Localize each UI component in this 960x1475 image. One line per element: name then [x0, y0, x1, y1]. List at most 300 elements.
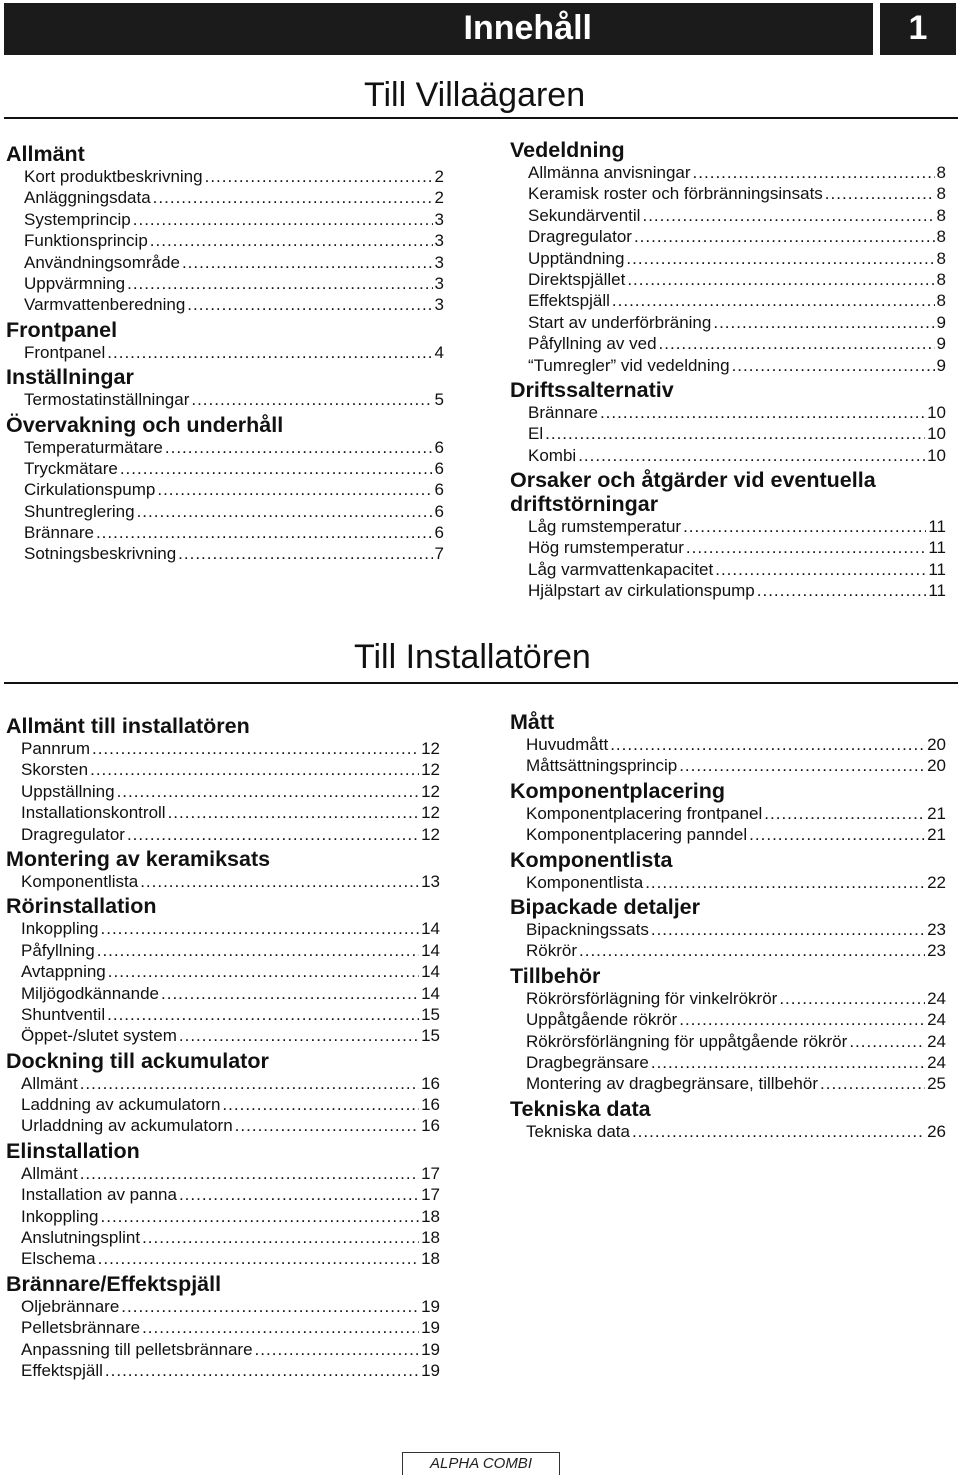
toc-entry-label: Inkoppling — [21, 919, 99, 939]
toc-entry[interactable] — [6, 294, 444, 315]
dot-leader — [80, 1163, 419, 1184]
section-heading: Komponentplacering — [510, 778, 726, 803]
toc-entry-label: Dragregulator — [528, 227, 632, 247]
toc-entry[interactable] — [6, 252, 444, 273]
dot-leader — [749, 824, 925, 845]
dot-leader — [120, 458, 433, 479]
dot-leader — [645, 872, 925, 893]
toc-entry-label: Allmänt — [21, 1073, 78, 1093]
toc-entry-label: Elschema — [21, 1249, 96, 1269]
toc-entry-page: 11 — [928, 581, 946, 601]
toc-entry-page: 5 — [434, 390, 444, 410]
toc-entry-page: 8 — [936, 205, 946, 225]
section-heading: Inställningar — [6, 365, 134, 390]
toc-entry[interactable] — [6, 871, 440, 892]
toc-entry-page: 19 — [421, 1339, 440, 1359]
toc-entry-label: Allmänt — [21, 1163, 78, 1183]
toc-entry[interactable] — [6, 1004, 440, 1025]
toc-column-installer-right — [510, 708, 946, 1142]
dot-leader — [255, 1339, 420, 1360]
toc-entry-page: 20 — [927, 735, 946, 754]
toc-entry[interactable] — [6, 1360, 440, 1381]
section-heading: Tillbehör — [510, 963, 601, 988]
toc-entry[interactable] — [510, 423, 946, 444]
toc-entry-label: Anpassning till pelletsbrännare — [21, 1339, 253, 1359]
dot-leader — [222, 1094, 419, 1115]
toc-entry[interactable] — [6, 1184, 440, 1205]
toc-entry-page: 13 — [421, 871, 440, 891]
dot-leader — [659, 333, 935, 354]
section-heading: Vedeldning — [510, 138, 625, 162]
toc-entry-page: 6 — [434, 480, 444, 500]
toc-entry-page: 25 — [927, 1074, 946, 1094]
toc-entry-label: Komponentlista — [21, 871, 139, 891]
toc-entry-page: 12 — [421, 739, 440, 758]
section-heading: Bipackade detaljer — [510, 894, 701, 919]
toc-entry[interactable] — [510, 824, 946, 845]
dot-leader — [626, 248, 934, 269]
toc-entry-label: Direktspjället — [528, 269, 626, 289]
toc-entry-label: Varmvattenberedning — [24, 295, 186, 315]
toc-entry[interactable] — [6, 1025, 440, 1046]
dot-leader — [161, 983, 419, 1004]
section-heading: Mått — [510, 710, 555, 734]
toc-entry[interactable] — [6, 209, 444, 230]
dot-leader — [612, 290, 935, 311]
toc-entry-label: Anläggningsdata — [24, 188, 151, 208]
toc-column-villa-left — [6, 140, 444, 565]
toc-entry-page: 24 — [927, 1031, 946, 1051]
toc-entry-page: 2 — [434, 188, 444, 208]
toc-entry-page: 19 — [421, 1360, 440, 1380]
toc-entry-label: Cirkulationspump — [24, 480, 156, 500]
toc-entry-page: 15 — [421, 1026, 440, 1046]
dot-leader — [178, 543, 432, 564]
dot-leader — [686, 537, 926, 558]
toc-entry[interactable] — [510, 312, 946, 333]
dot-leader — [137, 501, 433, 522]
section-heading: Driftssalternativ — [510, 377, 674, 402]
toc-entry-label: Påfyllning — [21, 940, 95, 960]
toc-entry-page: 8 — [936, 163, 946, 182]
toc-entry-page: 23 — [927, 919, 946, 939]
toc-entry-page: 8 — [936, 248, 946, 268]
dot-leader — [849, 1031, 925, 1052]
toc-entry[interactable] — [510, 445, 946, 466]
toc-entry-page: 21 — [927, 803, 946, 823]
toc-entry-page: 6 — [434, 501, 444, 521]
toc-entry-label: Avtappning — [21, 962, 106, 982]
section-heading: Rörinstallation — [6, 894, 157, 919]
toc-entry-label: Start av underförbräning — [528, 312, 712, 332]
dot-leader — [165, 437, 433, 458]
dot-leader — [683, 516, 926, 537]
dot-leader — [105, 1360, 419, 1381]
toc-entry-page: 3 — [434, 231, 444, 251]
toc-entry-label: Termostatinställningar — [24, 390, 190, 410]
toc-entry[interactable] — [6, 1317, 440, 1338]
dot-leader — [80, 1073, 419, 1094]
toc-entry-label: Installationskontroll — [21, 803, 166, 823]
toc-entry-page: 18 — [421, 1228, 440, 1248]
toc-entry-page: 16 — [421, 1073, 440, 1093]
toc-entry-label: Shuntreglering — [24, 501, 135, 521]
toc-entry-page: 21 — [927, 825, 946, 845]
dot-leader — [679, 755, 925, 776]
dot-leader — [108, 961, 419, 982]
section-heading: Tekniska data — [510, 1096, 651, 1121]
toc-entry-label: Måttsättningsprincip — [526, 756, 678, 776]
toc-entry-label: Brännare — [24, 523, 94, 543]
dot-leader — [96, 522, 433, 543]
toc-entry[interactable] — [6, 187, 444, 208]
toc-entry-label: Frontpanel — [24, 342, 106, 362]
toc-entry[interactable] — [510, 1009, 946, 1030]
toc-entry[interactable] — [6, 389, 444, 410]
dot-leader — [578, 445, 925, 466]
toc-entry-page: 19 — [421, 1296, 440, 1316]
toc-entry[interactable] — [510, 162, 946, 183]
toc-entry-label: Montering av dragbegränsare, tillbehör — [526, 1074, 819, 1094]
toc-entry-label: Allmänna anvisningar — [528, 163, 691, 182]
section-heading: Allmänt — [6, 142, 85, 166]
dot-leader — [121, 1296, 419, 1317]
toc-entry[interactable] — [510, 205, 946, 226]
toc-entry-label: Rökrör — [526, 941, 578, 961]
toc-entry-label: Systemprincip — [24, 209, 131, 229]
toc-entry[interactable] — [510, 333, 946, 354]
toc-entry-label: Komponentplacering panndel — [526, 825, 748, 845]
toc-entry-label: Pannrum — [21, 739, 90, 758]
toc-entry-page: 6 — [434, 437, 444, 457]
section-heading: Orsaker och åtgärder vid eventuella driftstörningar — [510, 468, 876, 517]
part-title-installatoren: Till Installatören — [354, 638, 591, 676]
toc-entry[interactable] — [510, 872, 946, 893]
dot-leader — [715, 559, 926, 580]
toc-entry[interactable] — [6, 522, 444, 543]
toc-entry[interactable] — [6, 437, 444, 458]
section-heading: Dockning till ackumulator — [6, 1048, 269, 1073]
dot-leader — [632, 1121, 925, 1142]
toc-entry[interactable] — [6, 1163, 440, 1184]
toc-entry[interactable] — [6, 458, 444, 479]
toc-entry[interactable] — [510, 269, 946, 290]
page-number: 1 — [908, 9, 928, 47]
dot-leader — [133, 209, 433, 230]
toc-entry[interactable] — [6, 501, 444, 522]
toc-entry-label: Sotningsbeskrivning — [24, 544, 177, 564]
toc-entry[interactable] — [6, 802, 440, 823]
toc-entry-page: 2 — [434, 167, 444, 186]
toc-entry-label: Bipackningssats — [526, 919, 649, 939]
toc-entry-page: 9 — [936, 334, 946, 354]
toc-entry[interactable] — [510, 580, 946, 601]
toc-entry-page: 24 — [927, 988, 946, 1008]
dot-leader — [107, 1004, 419, 1025]
toc-entry[interactable] — [510, 355, 946, 376]
toc-entry-label: Uppställning — [21, 781, 115, 801]
dot-leader — [205, 166, 433, 187]
dot-leader — [610, 734, 925, 755]
toc-entry[interactable] — [6, 1248, 440, 1269]
toc-entry[interactable] — [6, 961, 440, 982]
toc-entry-page: 6 — [434, 523, 444, 543]
toc-column-villa-right — [510, 136, 946, 602]
dot-leader — [713, 312, 934, 333]
dot-leader — [825, 183, 935, 204]
dot-leader — [117, 781, 420, 802]
toc-entry-page: 9 — [936, 355, 946, 375]
dot-leader — [757, 580, 927, 601]
toc-entry[interactable] — [510, 1073, 946, 1094]
toc-entry[interactable] — [510, 559, 946, 580]
toc-entry-page: 14 — [421, 919, 440, 939]
toc-entry[interactable] — [510, 919, 946, 940]
toc-entry-page: 6 — [434, 458, 444, 478]
dot-leader — [191, 389, 432, 410]
toc-entry-label: Uppvärmning — [24, 273, 126, 293]
toc-entry-label: Rökrörsförlängning för uppåtgående rökrör — [526, 1031, 848, 1051]
toc-entry-page: 24 — [927, 1010, 946, 1030]
dot-leader — [101, 1206, 420, 1227]
toc-entry[interactable] — [6, 479, 444, 500]
toc-entry-label: Dragregulator — [21, 824, 125, 844]
toc-entry-page: 3 — [434, 252, 444, 272]
toc-entry-label: Effektspjäll — [528, 291, 610, 311]
part-title-villaagaren: Till Villaägaren — [364, 76, 586, 114]
dot-leader — [142, 1317, 419, 1338]
toc-entry[interactable] — [510, 516, 946, 537]
toc-entry-page: 10 — [927, 402, 946, 422]
toc-entry-page: 11 — [928, 517, 946, 537]
dot-leader — [101, 918, 420, 939]
toc-entry-page: 8 — [936, 291, 946, 311]
toc-entry-label: Huvudmått — [526, 735, 609, 754]
toc-entry[interactable] — [510, 183, 946, 204]
toc-entry-label: Miljögodkännande — [21, 983, 159, 1003]
toc-entry-page: 14 — [421, 940, 440, 960]
toc-entry-page: 11 — [928, 538, 946, 558]
toc-entry[interactable] — [6, 1115, 440, 1136]
toc-entry-page: 3 — [434, 209, 444, 229]
toc-entry-label: Låg varmvattenkapacitet — [528, 559, 714, 579]
section-heading: Frontpanel — [6, 317, 118, 342]
toc-entry-page: 12 — [421, 824, 440, 844]
dot-leader — [764, 803, 925, 824]
toc-entry-label: Rökrörsförlägning för vinkelrökrör — [526, 988, 778, 1008]
toc-entry-page: 20 — [927, 756, 946, 776]
toc-entry-label: Kort produktbeskrivning — [24, 167, 203, 186]
toc-entry-label: “Tumregler” vid vedeldning — [528, 355, 730, 375]
toc-entry-page: 8 — [936, 269, 946, 289]
toc-entry[interactable] — [510, 940, 946, 961]
dot-leader — [168, 802, 420, 823]
toc-entry-page: 14 — [421, 983, 440, 1003]
toc-entry-label: Temperaturmätare — [24, 437, 163, 457]
dot-leader — [679, 1009, 925, 1030]
dot-leader — [153, 187, 433, 208]
toc-entry[interactable] — [6, 781, 440, 802]
toc-entry[interactable] — [510, 226, 946, 247]
toc-entry-label: Pelletsbrännare — [21, 1318, 141, 1338]
toc-entry-page: 3 — [434, 273, 444, 293]
toc-entry[interactable] — [510, 988, 946, 1009]
dot-leader — [579, 940, 925, 961]
toc-entry-label: Sekundärventil — [528, 205, 641, 225]
toc-entry[interactable] — [510, 1031, 946, 1052]
toc-entry-label: Tryckmätare — [24, 458, 118, 478]
toc-entry-label: Tekniska data — [526, 1121, 630, 1141]
toc-entry[interactable] — [6, 824, 440, 845]
toc-entry[interactable] — [6, 273, 444, 294]
toc-entry-label: Skorsten — [21, 760, 89, 780]
dot-leader — [779, 988, 925, 1009]
toc-entry[interactable] — [510, 755, 946, 776]
toc-entry-label: Användningsområde — [24, 252, 180, 272]
header-bar — [4, 3, 873, 55]
dot-leader — [98, 1248, 419, 1269]
toc-entry-label: Dragbegränsare — [526, 1052, 649, 1072]
toc-entry-page: 8 — [936, 184, 946, 204]
toc-entry[interactable] — [6, 983, 440, 1004]
dot-leader — [150, 230, 433, 251]
toc-entry-page: 18 — [421, 1206, 440, 1226]
dot-leader — [235, 1115, 419, 1136]
section-heading: Brännare/Effektspjäll — [6, 1271, 222, 1296]
toc-entry-page: 17 — [421, 1185, 440, 1205]
dot-leader — [627, 269, 934, 290]
divider — [4, 117, 958, 119]
toc-entry[interactable] — [6, 230, 444, 251]
toc-entry[interactable] — [6, 1296, 440, 1317]
toc-column-installer-left — [6, 712, 440, 1381]
toc-entry[interactable] — [510, 537, 946, 558]
toc-entry-label: Låg rumstemperatur — [528, 517, 682, 537]
toc-entry-label: El — [528, 424, 544, 444]
toc-entry-page: 16 — [421, 1095, 440, 1115]
toc-entry-page: 23 — [927, 941, 946, 961]
dot-leader — [157, 479, 432, 500]
toc-entry[interactable] — [6, 940, 440, 961]
toc-entry[interactable] — [6, 918, 440, 939]
toc-entry-page: 18 — [421, 1249, 440, 1269]
toc-entry-label: Kombi — [528, 445, 577, 465]
toc-entry[interactable] — [6, 1206, 440, 1227]
toc-entry-page: 8 — [936, 227, 946, 247]
dot-leader — [642, 205, 934, 226]
dot-leader — [651, 1052, 925, 1073]
toc-entry-page: 16 — [421, 1116, 440, 1136]
toc-entry[interactable] — [6, 166, 444, 187]
dot-leader — [182, 252, 433, 273]
toc-entry-page: 10 — [927, 445, 946, 465]
divider — [4, 682, 958, 684]
toc-entry[interactable] — [510, 402, 946, 423]
toc-entry[interactable] — [6, 1339, 440, 1360]
toc-entry-page: 24 — [927, 1052, 946, 1072]
toc-entry[interactable] — [510, 803, 946, 824]
toc-entry-page: 22 — [927, 872, 946, 892]
toc-entry-label: Hög rumstemperatur — [528, 538, 684, 558]
dot-leader — [179, 1025, 419, 1046]
toc-entry[interactable] — [6, 1227, 440, 1248]
dot-leader — [90, 759, 419, 780]
toc-entry-label: Brännare — [528, 402, 598, 422]
toc-entry[interactable] — [510, 290, 946, 311]
toc-entry-label: Upptändning — [528, 248, 625, 268]
toc-entry[interactable] — [6, 543, 444, 564]
toc-entry-label: Komponentlista — [526, 872, 644, 892]
toc-entry[interactable] — [6, 738, 440, 759]
section-heading: Montering av keramiksats — [6, 846, 271, 871]
dot-leader — [545, 423, 925, 444]
toc-entry[interactable] — [6, 1073, 440, 1094]
toc-entry-page: 19 — [421, 1318, 440, 1338]
toc-entry-label: Urladdning av ackumulatorn — [21, 1116, 233, 1136]
dot-leader — [127, 824, 419, 845]
section-heading: Allmänt till installatören — [6, 714, 250, 738]
toc-entry[interactable] — [510, 1121, 946, 1142]
toc-entry-label: Funktionsprincip — [24, 231, 148, 251]
toc-entry-label: Öppet-/slutet system — [21, 1026, 177, 1046]
toc-entry-page: 4 — [434, 342, 444, 362]
dot-leader — [651, 919, 925, 940]
dot-leader — [107, 342, 432, 363]
toc-entry-label: Komponentplacering frontpanel — [526, 803, 763, 823]
toc-entry[interactable] — [510, 248, 946, 269]
dot-leader — [97, 940, 419, 961]
toc-entry-page: 12 — [421, 803, 440, 823]
toc-entry[interactable] — [6, 1094, 440, 1115]
dot-leader — [179, 1184, 419, 1205]
toc-entry-label: Installation av panna — [21, 1185, 177, 1205]
dot-leader — [820, 1073, 925, 1094]
toc-entry[interactable] — [6, 342, 444, 363]
toc-entry-page: 10 — [927, 424, 946, 444]
toc-entry-label: Hjälpstart av cirkulationspump — [528, 581, 755, 601]
toc-entry-label: Keramisk roster och förbränningsinsats — [528, 184, 823, 204]
toc-entry-page: 12 — [421, 781, 440, 801]
footer-product-name: ALPHA COMBI — [402, 1452, 560, 1475]
dot-leader — [142, 1227, 419, 1248]
toc-entry[interactable] — [6, 759, 440, 780]
toc-entry-page: 11 — [928, 559, 946, 579]
toc-entry-label: Uppåtgående rökrör — [526, 1010, 678, 1030]
dot-leader — [693, 162, 935, 183]
dot-leader — [140, 871, 419, 892]
toc-entry-label: Påfyllning av ved — [528, 334, 657, 354]
dot-leader — [634, 226, 935, 247]
toc-entry[interactable] — [510, 1052, 946, 1073]
toc-entry-label: Shuntventil — [21, 1004, 106, 1024]
toc-entry-label: Anslutningsplint — [21, 1228, 141, 1248]
toc-entry-label: Inkoppling — [21, 1206, 99, 1226]
page-title: Innehåll — [463, 9, 592, 47]
toc-entry-label: Oljebrännare — [21, 1296, 120, 1316]
dot-leader — [732, 355, 935, 376]
toc-entry-page: 3 — [434, 295, 444, 315]
dot-leader — [187, 294, 432, 315]
toc-entry[interactable] — [510, 734, 946, 755]
dot-leader — [127, 273, 432, 294]
section-heading: Elinstallation — [6, 1138, 140, 1163]
dot-leader — [600, 402, 925, 423]
toc-entry-page: 15 — [421, 1004, 440, 1024]
toc-entry-label: Effektspjäll — [21, 1360, 103, 1380]
toc-entry-page: 12 — [421, 760, 440, 780]
toc-entry-page: 26 — [927, 1121, 946, 1141]
toc-entry-page: 7 — [434, 544, 444, 564]
